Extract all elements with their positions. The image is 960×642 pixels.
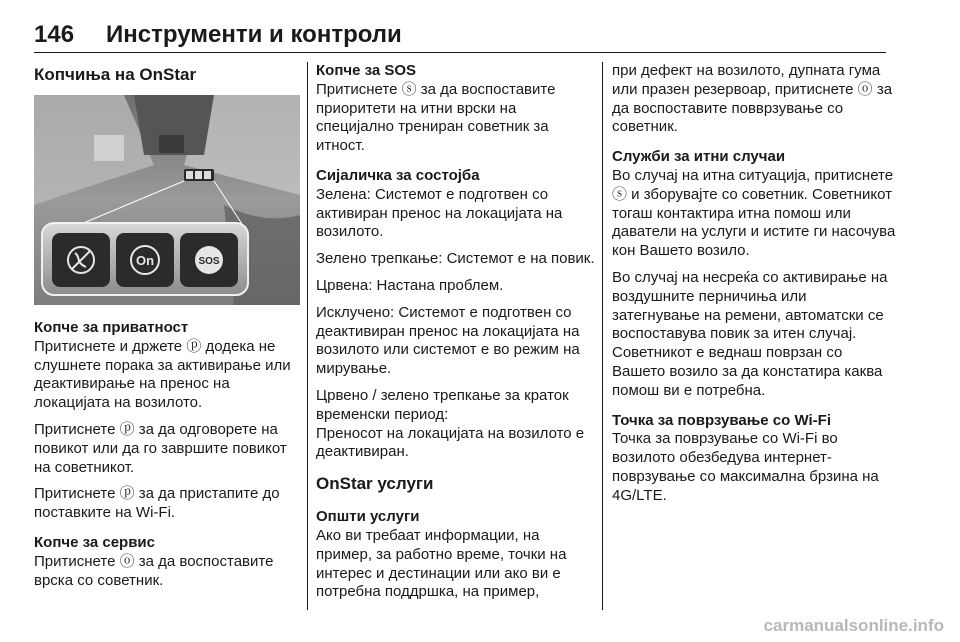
paragraph: Зелена: Системот е подготвен со активиран пренос на локацијата на возилото. [316, 185, 563, 241]
privacy-button-block [34, 319, 302, 523]
paragraph: Притиснете ⓟ за да одговорете на повикот или да го завршите повикот на советникот. [34, 420, 287, 476]
sos-button-label: SOS [198, 256, 220, 267]
sos-button-icon [195, 246, 223, 274]
paragraph: при дефект на возилото, дупната гума или празен резервоар, притиснете ⓞ за да воспоставите повврзување со советник. [612, 62, 893, 136]
wifi-heading: Точка за поврзување со Wi-Fi [612, 411, 831, 429]
onstar-button-label: On [135, 253, 155, 268]
paragraph: Исклучено: Системот е подготвен со деактивиран пренос на локацијата на возилото или системот е во режим на мирување. [316, 303, 580, 378]
paragraph: Притиснете ⓞ за да воспоставите врска со советник. [34, 552, 274, 589]
column-2 [316, 62, 598, 613]
paragraph: Притиснете ⓢ за да воспоставите приоритети на итни врски на специјално трениран советник за итност. [316, 80, 556, 155]
paragraph: Преносот на локацијата на возилото е деактивиран. [316, 424, 585, 461]
paragraph: Зелено трепкање: Системот е на повик. [316, 250, 595, 268]
paragraph: Точка за поврзување со Wi-Fi во возилото обезбедува интернет-поврзување со максимална брзина на 4G/LTE. [612, 430, 879, 504]
status-heading: Сијаличка за состојба [316, 166, 480, 184]
paragraph: Ако ви требаат информации, на пример, за работно време, точки на интерес и дестинации или ако ви е потребна поддршка, на пример, [316, 526, 567, 601]
column-divider [307, 62, 308, 610]
page-header [34, 18, 886, 53]
paragraph: Притиснете и држете ⓟ додека не слушнете порака за активирање или деактивирање на пренос на локацијата на возилото. [34, 337, 291, 412]
sos-heading: Копче за SOS [316, 62, 417, 79]
service-heading: Копче за сервис [34, 533, 155, 551]
column-divider [602, 62, 603, 610]
onstar-buttons-figure [34, 95, 300, 305]
section-title: Копчиња на OnStar [34, 65, 197, 84]
watermark: carmanualsonline.info [763, 616, 944, 635]
paragraph: Во случај на итна ситуација, притиснете ⓢ и зборувајте со советник. Советникот тогаш контактира итна помош или даватели на услуги и истите ги насочува кон Вашето возило. [612, 166, 896, 260]
services-title: OnStar услуги [316, 474, 434, 494]
general-services-continued [612, 62, 896, 137]
paragraph: Притиснете ⓟ за да пристапите до поставките на Wi-Fi. [34, 485, 280, 522]
paragraph: Во случај на несреќа со активирање на воздушните перничиња или затегнување на ремени, автоматски се воспоставува повик за итен случај. Советникот е веднаш поврзан со Вашето возило за да констатира каква помош ви е потребна. [612, 268, 888, 399]
general-services-block [316, 508, 598, 602]
paragraph: Црвено / зелено трепкање за краток временски период: [316, 386, 569, 423]
wifi-hotspot-block [612, 412, 896, 506]
column-1 [34, 62, 302, 601]
column-3 [612, 62, 896, 517]
general-heading: Општи услуги [316, 508, 420, 526]
sos-button-block [316, 62, 598, 156]
chapter-title: Инструменти и контроли [106, 21, 402, 48]
page-number: 146 [34, 21, 75, 48]
paragraph: Црвена: Настана проблем. [316, 276, 504, 294]
emergency-heading: Служби за итни случаи [612, 148, 786, 166]
status-light-block [316, 167, 598, 462]
privacy-heading: Копче за приватност [34, 319, 189, 336]
emergency-services-block [612, 148, 896, 400]
service-button-block [34, 534, 302, 590]
